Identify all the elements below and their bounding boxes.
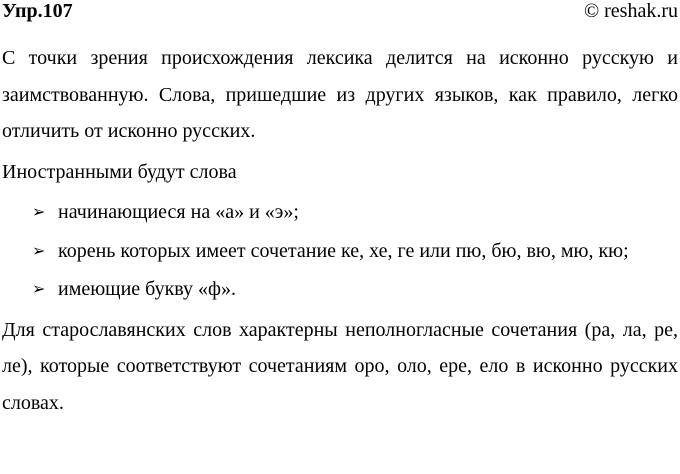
arrowhead-bullet-icon: ➢ [32, 240, 46, 260]
list-item-text: корень которых имеет сочетание ке, хе, ге или пю, бю, вю, мю, кю; [58, 239, 629, 262]
closing-paragraph: Для старославянских слов характерны неполногласные сочетания (ра, ла, ре, ле), которые соответствуют сочетаниям оро, оло, ере, ело в исконно русских словах. [2, 318, 678, 414]
list-item [2, 194, 678, 231]
list-item-text: имеющие букву «ф». [58, 278, 237, 300]
bullet-list [2, 194, 678, 308]
document-body [2, 40, 678, 421]
watermark-text: © reshak.ru [583, 0, 678, 22]
arrowhead-bullet-icon: ➢ [32, 202, 46, 221]
exercise-title: Упр.107 [2, 0, 73, 22]
list-item [2, 271, 678, 308]
list-item [2, 233, 678, 270]
list-lead-text: Иностранными будут слова [2, 160, 237, 183]
arrowhead-bullet-icon: ➢ [32, 279, 46, 298]
intro-paragraph: С точки зрения происхождения лексика делится на исконно русскую и заимствованную. Слова, пришедшие из других языков, как правило, легко отличить от исконно русских. [2, 47, 678, 142]
page-header [0, 0, 680, 24]
list-item-text: начинающиеся на «а» и «э»; [58, 201, 299, 223]
